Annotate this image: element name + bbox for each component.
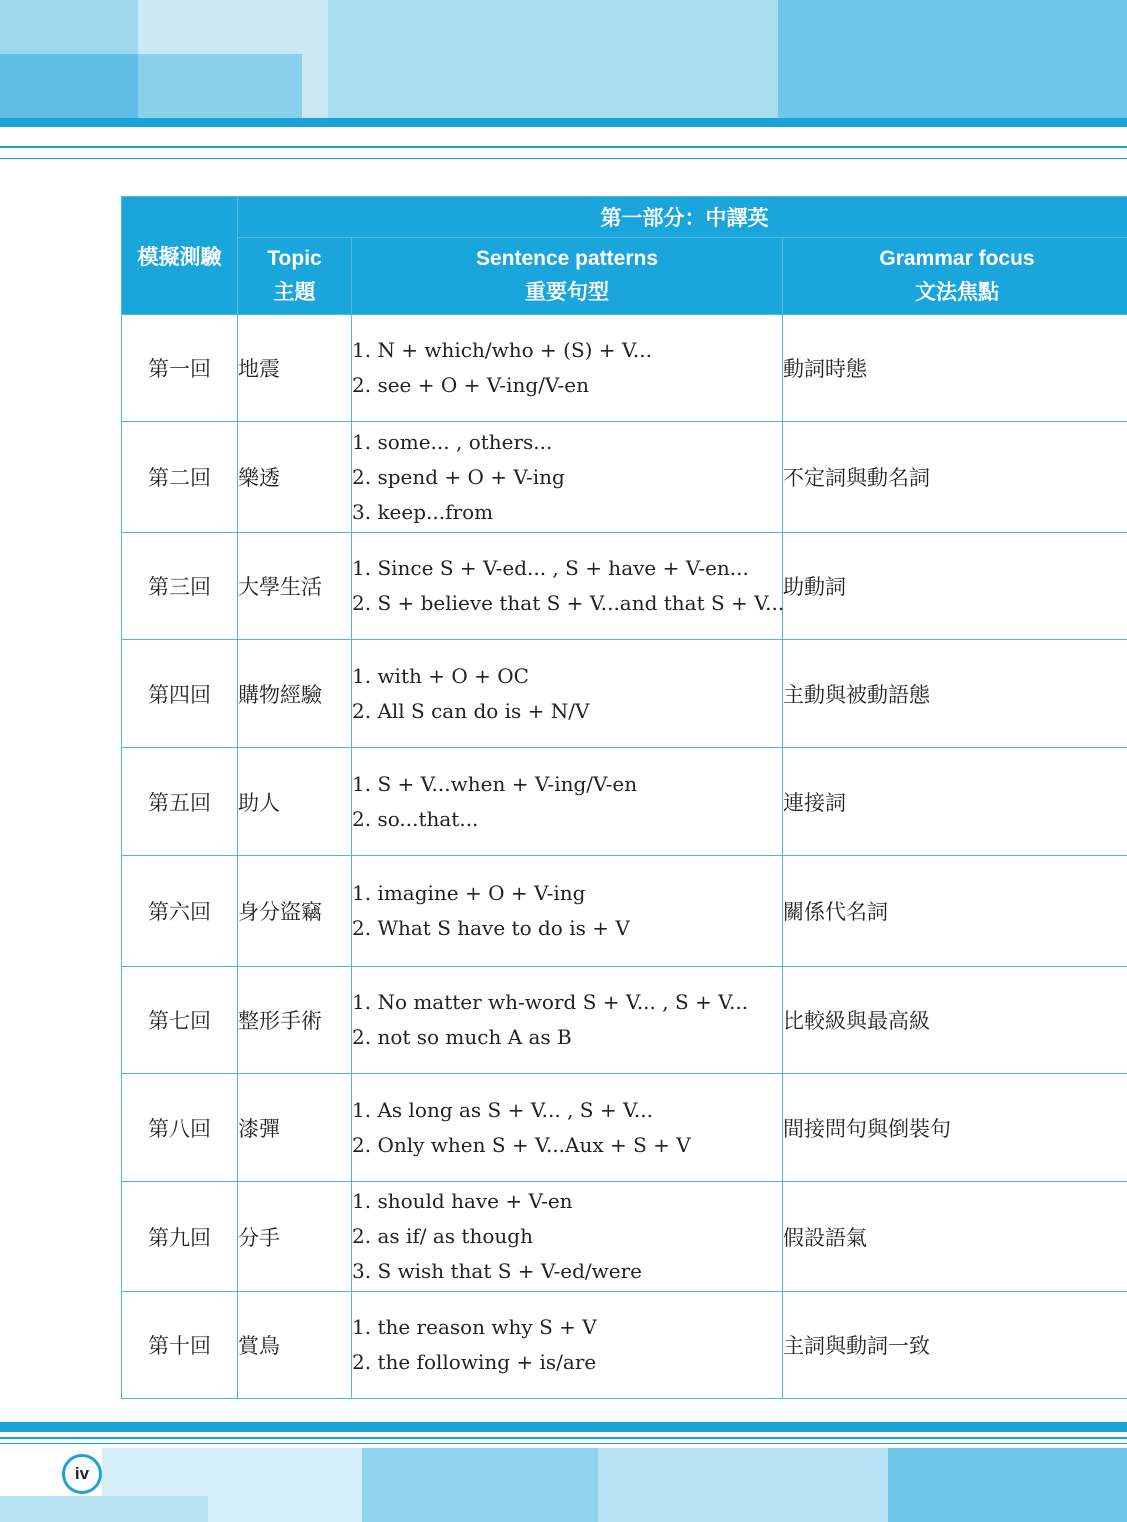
pattern-line: 3. S wish that S + V-ed/were [352, 1259, 643, 1283]
pattern-line: 1. with + O + OC [352, 663, 529, 688]
patterns-cell [352, 1292, 783, 1399]
topic-cell: 分手 [238, 1182, 352, 1292]
grammar-cell: 假設語氣 [783, 1182, 1127, 1292]
patterns-cell [352, 640, 783, 748]
patterns-cell [352, 856, 783, 967]
table-row [122, 422, 1127, 533]
pattern-line: 1. S + V...when + V-ing/V-en [352, 771, 638, 796]
top-band-block [138, 54, 302, 118]
top-rule [0, 146, 1127, 148]
pattern-line: 2. as if/ as though [352, 1224, 533, 1248]
round-cell: 第七回 [122, 967, 238, 1074]
topic-cell: 地震 [238, 315, 352, 422]
pattern-line: 2. All S can do is + N/V [352, 698, 590, 723]
patterns-cell [352, 1074, 783, 1182]
table-row [122, 856, 1127, 967]
table-row [122, 1182, 1127, 1292]
grammar-cell: 助動詞 [783, 533, 1127, 640]
pattern-line: 2. see + O + V-ing/V-en [352, 373, 589, 397]
header-round: 模擬測驗 [122, 197, 238, 315]
grammar-cell: 比較級與最高級 [783, 967, 1127, 1074]
pattern-line: 2. S + believe that S + V...and that S + V... [352, 591, 785, 615]
pattern-line: 2. What S have to do is + V [352, 916, 630, 940]
table-row [122, 533, 1127, 640]
grammar-cell: 主詞與動詞一致 [783, 1292, 1127, 1399]
topic-cell: 身分盜竊 [238, 856, 352, 967]
pattern-line: 2. not so much A as B [352, 1025, 572, 1049]
pattern-line: 1. some... , others... [352, 429, 553, 454]
round-cell: 第三回 [122, 533, 238, 640]
topic-cell: 賞鳥 [238, 1292, 352, 1399]
header-patterns-en: Sentence patterns [475, 247, 659, 270]
pattern-line: 3. keep...from [352, 499, 494, 524]
grammar-cell: 間接問句與倒裝句 [783, 1074, 1127, 1182]
pattern-line: 1. Since S + V-ed... , S + have + V-en... [352, 556, 749, 580]
syllabus-table [121, 196, 1127, 1399]
header-topic [238, 238, 352, 315]
grammar-cell: 關係代名詞 [783, 856, 1127, 967]
header-part-title: 第一部分：中譯英 [238, 197, 1127, 238]
round-cell: 第六回 [122, 856, 238, 967]
topic-cell: 整形手術 [238, 967, 352, 1074]
topic-cell: 樂透 [238, 422, 352, 533]
pattern-line: 2. Only when S + V...Aux + S + V [352, 1132, 691, 1157]
topic-cell: 漆彈 [238, 1074, 352, 1182]
patterns-cell [352, 748, 783, 856]
top-band-block [778, 0, 1127, 118]
header-topic-zh: 主題 [273, 281, 316, 304]
bottom-rule [0, 1437, 1127, 1439]
topic-cell: 購物經驗 [238, 640, 352, 748]
round-cell: 第四回 [122, 640, 238, 748]
top-band-block [0, 54, 138, 118]
round-cell: 第一回 [122, 315, 238, 422]
patterns-cell [352, 422, 783, 533]
pattern-line: 2. spend + O + V-ing [352, 464, 565, 489]
round-cell: 第二回 [122, 422, 238, 533]
bottom-rule [0, 1443, 1127, 1444]
patterns-cell [352, 1182, 783, 1292]
pattern-line: 1. should have + V-en [352, 1189, 573, 1213]
table-row [122, 640, 1127, 748]
page-number: iv [62, 1454, 102, 1494]
topic-cell: 大學生活 [238, 533, 352, 640]
patterns-cell [352, 967, 783, 1074]
table-row [122, 1292, 1127, 1399]
bottom-band-block [362, 1448, 598, 1522]
grammar-cell: 連接詞 [783, 748, 1127, 856]
round-cell: 第八回 [122, 1074, 238, 1182]
header-grammar-zh: 文法焦點 [915, 281, 999, 304]
pattern-line: 2. so...that... [352, 806, 479, 831]
header-patterns [352, 238, 783, 315]
top-rule [0, 158, 1127, 159]
top-band-block [0, 0, 138, 54]
top-band-block [328, 0, 778, 118]
bottom-band-block [0, 1496, 208, 1522]
bottom-band-block [888, 1448, 1127, 1522]
header-grammar-en: Grammar focus [879, 247, 1035, 270]
header-patterns-zh: 重要句型 [525, 281, 609, 304]
pattern-line: 1. imagine + O + V-ing [352, 881, 586, 905]
table-row [122, 1074, 1127, 1182]
round-cell: 第五回 [122, 748, 238, 856]
grammar-cell: 動詞時態 [783, 315, 1127, 422]
top-rule [0, 118, 1127, 127]
table-row [122, 748, 1127, 856]
header-topic-en: Topic [267, 247, 322, 270]
pattern-line: 1. N + which/who + (S) + V... [352, 338, 652, 362]
grammar-cell: 不定詞與動名詞 [783, 422, 1127, 533]
pattern-line: 1. As long as S + V... , S + V... [352, 1097, 653, 1122]
header-grammar [783, 238, 1127, 315]
pattern-line: 2. the following + is/are [352, 1350, 597, 1374]
table-row [122, 315, 1127, 422]
round-cell: 第十回 [122, 1292, 238, 1399]
pattern-line: 1. No matter wh-word S + V... , S + V... [352, 990, 749, 1014]
round-cell: 第九回 [122, 1182, 238, 1292]
patterns-cell [352, 315, 783, 422]
grammar-cell: 主動與被動語態 [783, 640, 1127, 748]
patterns-cell [352, 533, 783, 640]
bottom-rule [0, 1422, 1127, 1432]
table-row [122, 967, 1127, 1074]
topic-cell: 助人 [238, 748, 352, 856]
pattern-line: 1. the reason why S + V [352, 1315, 597, 1339]
bottom-band-block [598, 1448, 888, 1522]
